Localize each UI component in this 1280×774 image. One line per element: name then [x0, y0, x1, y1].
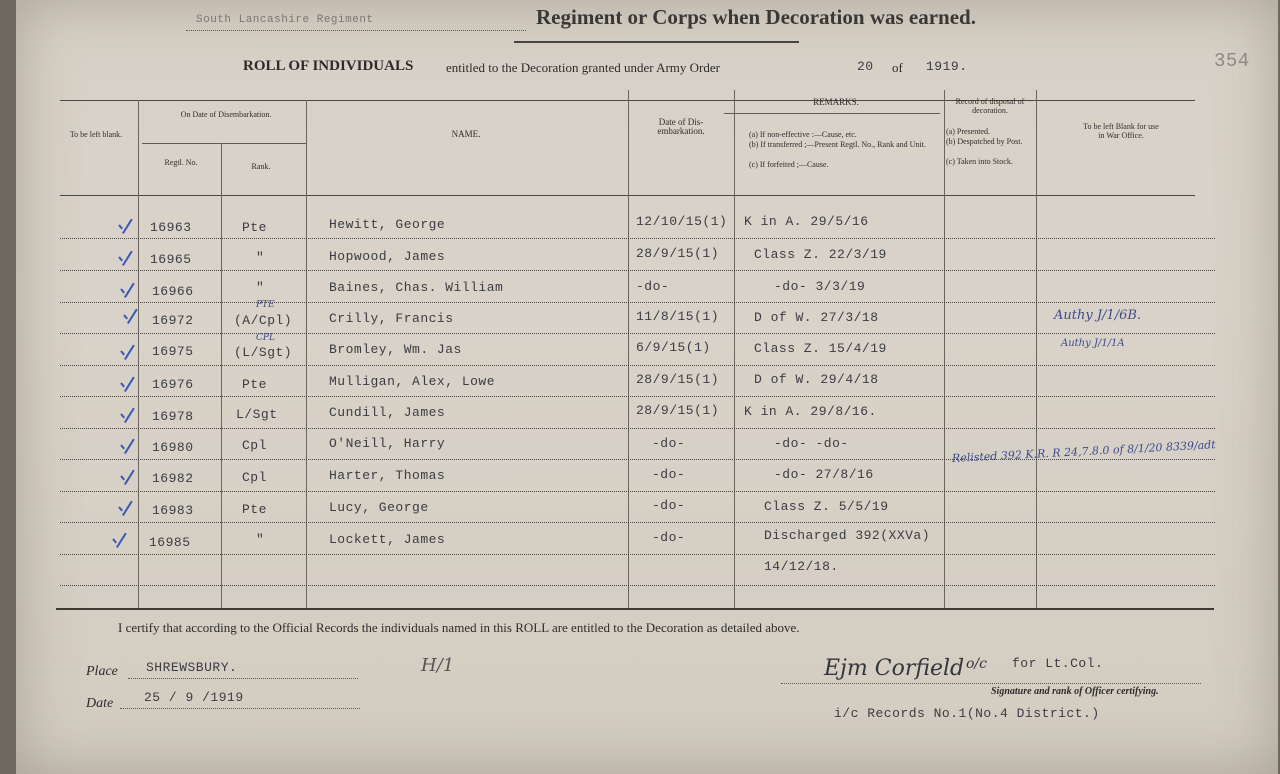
disembark-date: 6/9/15(1): [636, 340, 711, 355]
disembark-date: 28/9/15(1): [636, 372, 720, 387]
name: Hewitt, George: [329, 217, 446, 232]
remarks: Class Z. 22/3/19: [754, 247, 887, 262]
roll-title-prefix: ROLL OF INDIVIDUALS: [243, 58, 414, 74]
col-line-7: [1036, 90, 1037, 608]
regtl-no: 16965: [150, 252, 192, 267]
for-officer: for Lt.Col.: [1012, 656, 1104, 671]
row-dotline: [60, 238, 1215, 239]
hdr-remarks-b: (b) If transferred ;—Present Regtl. No., Rank and Unit.: [749, 140, 926, 149]
disembark-subrule: [142, 143, 306, 144]
rank: ": [256, 532, 265, 547]
remarks: -do- 3/3/19: [774, 279, 866, 294]
remarks: Class Z. 5/5/19: [764, 499, 889, 514]
disembark-date: -do-: [652, 498, 686, 513]
row-dotline: [60, 554, 1215, 555]
remarks: -do- 27/8/16: [774, 467, 874, 482]
hdr-disposal-c: (c) Taken into Stock.: [946, 157, 1013, 166]
rank-note: PTE: [256, 300, 275, 310]
hdr-date-disembark: Date of Dis-embarkation.: [657, 117, 705, 136]
check-mark: [121, 436, 135, 452]
place-label: Place: [86, 664, 118, 679]
remarks-subrule: [724, 113, 940, 114]
disembark-date: 12/10/15(1): [636, 214, 728, 229]
signature-caption: Signature and rank of Officer certifying.: [991, 686, 1159, 697]
remarks: D of W. 29/4/18: [754, 372, 879, 387]
name: Lucy, George: [329, 500, 429, 515]
disembark-date: 11/8/15(1): [636, 309, 720, 324]
regtl-no: 16982: [152, 471, 194, 486]
records-line: i/c Records No.1(No.4 District.): [834, 706, 1100, 721]
name: Crilly, Francis: [329, 311, 454, 326]
date-value: 25 / 9 /1919: [144, 690, 244, 705]
table-bottom-rule: [56, 608, 1214, 610]
hdr-rank: Rank.: [251, 162, 271, 171]
rank: (A/Cpl): [234, 313, 293, 328]
army-order-number: 20: [857, 59, 874, 74]
name: Lockett, James: [329, 532, 446, 547]
disembark-date: 28/9/15(1): [636, 403, 720, 418]
disembark-date: -do-: [652, 467, 686, 482]
rank: Pte: [242, 502, 267, 517]
check-mark: [119, 498, 133, 514]
hdr-on-date: On Date of Disembarkation.: [180, 110, 272, 119]
col-line-1: [138, 100, 139, 608]
name: Bromley, Wm. Jas: [329, 342, 462, 357]
signature-suffix: o/c: [966, 656, 987, 672]
check-mark: [124, 306, 138, 328]
col-line-4: [628, 90, 629, 608]
regtl-no: 16976: [152, 377, 194, 392]
certification-text: I certify that according to the Official Records the individuals named in this ROLL are entitled to the Decoration as detailed above.: [118, 620, 800, 635]
hdr-name: NAME.: [451, 129, 481, 139]
sheet-number: 354: [1214, 50, 1250, 72]
check-mark: [121, 405, 135, 421]
regtl-no: 16978: [152, 409, 194, 424]
name: Cundill, James: [329, 405, 446, 420]
disembark-date: 28/9/15(1): [636, 246, 720, 261]
row-dotline: [60, 428, 1215, 429]
regiment-caption: Regiment or Corps when Decoration was earned.: [536, 5, 976, 29]
place-underline: [128, 678, 358, 679]
rank-note: CPL: [256, 333, 275, 343]
rank: Cpl: [242, 470, 267, 485]
remarks: K in A. 29/5/16: [744, 214, 869, 229]
row-dotline: [60, 365, 1215, 366]
remarks: K in A. 29/8/16.: [744, 404, 877, 419]
check-mark: [121, 280, 135, 296]
officer-signature: Ejm Corfield: [824, 656, 965, 681]
remarks-continuation: 14/12/18.: [764, 559, 839, 574]
authority-note: Authy J/1/1A: [1061, 338, 1125, 349]
hdr-remarks-a: (a) If non-effective :—Cause, etc.: [749, 130, 857, 139]
date-label: Date: [86, 696, 114, 711]
name: O'Neill, Harry: [329, 436, 446, 451]
row-dotline: [60, 522, 1215, 523]
col-line-5: [734, 90, 735, 608]
hdr-disposal-b: (b) Despatched by Post.: [946, 137, 1023, 146]
hdr-war-office: To be left Blank for use in War Office.: [1083, 122, 1159, 140]
disembark-date: -do-: [652, 436, 686, 451]
initials: H/1: [421, 655, 455, 676]
row-dotline: [60, 396, 1215, 397]
remarks: D of W. 27/3/18: [754, 310, 879, 325]
regtl-no: 16980: [152, 440, 194, 455]
col-line-6: [944, 90, 945, 608]
hdr-disposal-a: (a) Presented.: [946, 127, 990, 136]
rank: L/Sgt: [236, 407, 278, 422]
hdr-left-blank: To be left blank.: [69, 130, 123, 139]
rank: (L/Sgt): [234, 345, 293, 360]
check-mark: [119, 248, 133, 264]
name: Mulligan, Alex, Lowe: [329, 374, 496, 389]
regtl-no: 16972: [152, 313, 194, 328]
col-line-3: [306, 100, 307, 608]
col-line-2: [221, 143, 222, 608]
hdr-regtl-no: Regtl. No.: [164, 158, 198, 167]
row-dotline: [60, 270, 1215, 271]
rank: Cpl: [242, 438, 267, 453]
row-dotline: [60, 491, 1215, 492]
disposal-note: Relisted 392 K.R. R 24,7.8.0 of 8/1/20 8339/adt: [951, 438, 1216, 465]
regiment-underline: [186, 30, 526, 31]
place-value: SHREWSBURY.: [146, 660, 238, 675]
rank: ": [256, 280, 265, 295]
rank: Pte: [242, 377, 267, 392]
authority-note: Authy J/1/6B.: [1054, 308, 1142, 323]
roll-title-mid: entitled to the Decoration granted under Army Order: [446, 60, 720, 75]
hdr-remarks: REMARKS.: [813, 97, 859, 107]
check-mark: [121, 374, 135, 390]
disembark-date: -do-: [636, 279, 670, 294]
rank: ": [256, 250, 265, 265]
rank: Pte: [242, 220, 267, 235]
name: Hopwood, James: [329, 249, 446, 264]
row-dotline: [60, 302, 1215, 303]
regtl-no: 16983: [152, 503, 194, 518]
name: Baines, Chas. William: [329, 280, 504, 295]
regtl-no: 16975: [152, 344, 194, 359]
remarks: Class Z. 15/4/19: [754, 341, 887, 356]
hdr-disposal: Record of disposal of decoration.: [955, 97, 1025, 115]
caption-rule: [514, 41, 799, 43]
row-dotline: [60, 333, 1215, 334]
row-dotline: [60, 585, 1215, 586]
disembark-date: -do-: [652, 530, 686, 545]
name: Harter, Thomas: [329, 468, 446, 483]
regtl-no: 16963: [150, 220, 192, 235]
check-mark: [119, 216, 133, 232]
check-mark: [121, 467, 135, 483]
regtl-no: 16966: [152, 284, 194, 299]
army-order-year: 1919.: [926, 59, 968, 74]
remarks: -do- -do-: [774, 436, 849, 451]
check-mark: [113, 530, 127, 546]
check-mark: [121, 342, 135, 358]
signature-underline: [781, 683, 1201, 684]
hdr-remarks-c: (c) If forfeited ;—Cause.: [749, 160, 829, 169]
document-card: [16, 0, 1278, 774]
regtl-no: 16985: [149, 535, 191, 550]
regiment-typed: South Lancashire Regiment: [196, 14, 374, 26]
date-underline: [120, 708, 360, 709]
remarks: Discharged 392(XXVa): [764, 528, 931, 543]
of-word: of: [892, 60, 903, 75]
